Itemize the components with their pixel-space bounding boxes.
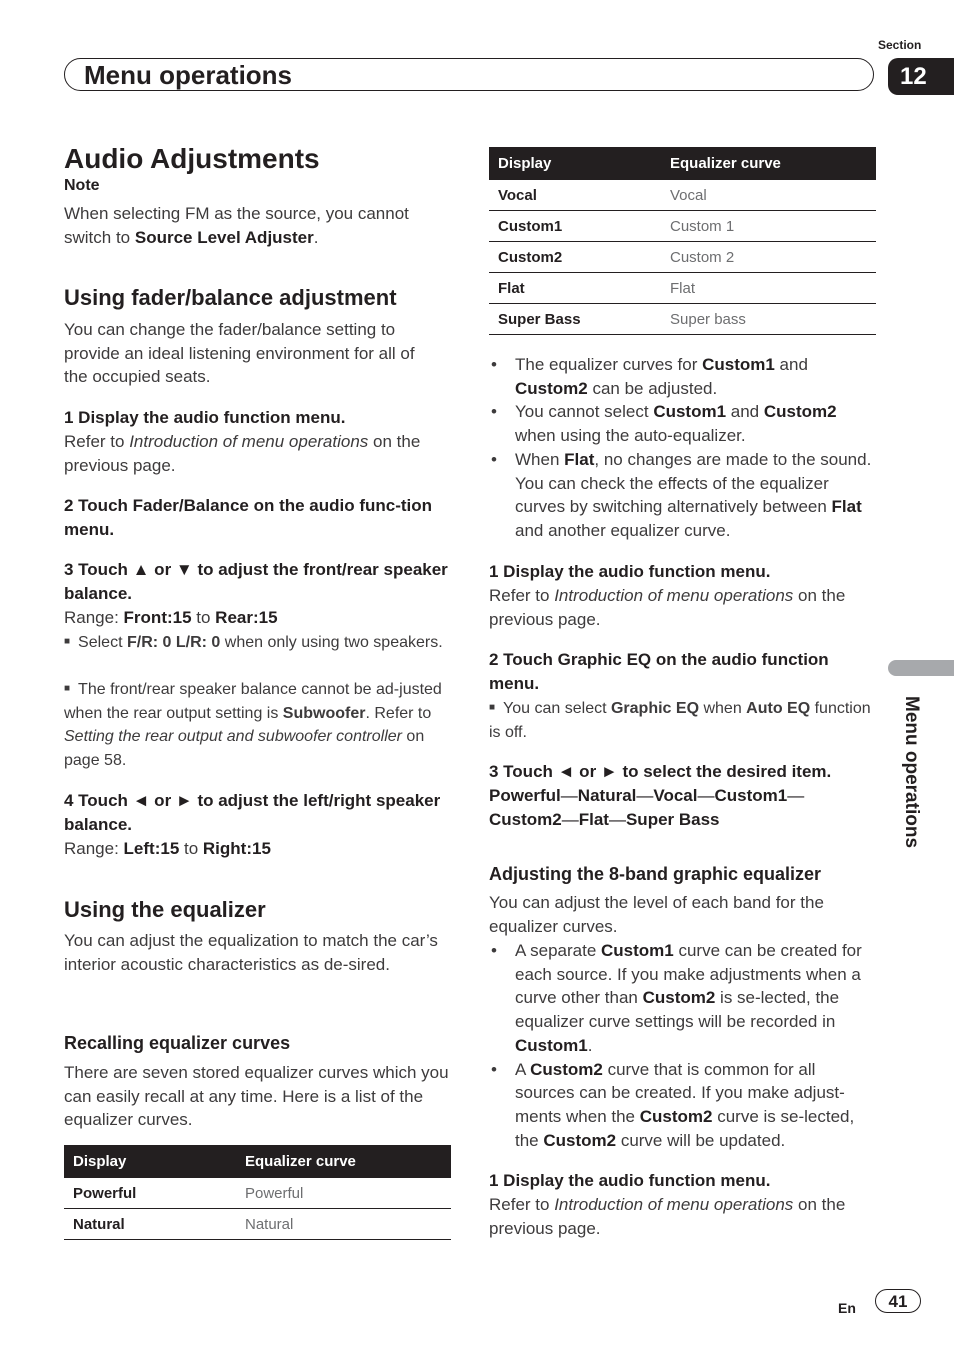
list-item: • You cannot select Custom1 and Custom2 when using the auto-equalizer. [489, 400, 874, 447]
note-text: When selecting FM as the source, you cannot switch to Source Level Adjuster. [64, 204, 409, 247]
section-number-badge: 12 [888, 58, 954, 95]
table-row [489, 242, 876, 273]
band-eq-step-1: 1 Display the audio function menu. [489, 1171, 771, 1190]
fader-note-two-speakers: ■ Select F/R: 0 L/R: 0 when only using two speakers. [64, 634, 443, 651]
table-row [489, 304, 876, 335]
side-section-label: Menu operations [901, 696, 922, 849]
equalizer-bullets [489, 353, 874, 543]
fader-step-2: 2 Touch Fader/Balance on the audio func-tion menu. [64, 496, 433, 539]
band-eq-heading: Adjusting the 8-band graphic equalizer [489, 864, 822, 884]
fader-intro: You can change the fader/balance setting to provide an ideal listening environment for all of the occupied seats. [64, 320, 415, 387]
equalizer-table-right [489, 147, 876, 335]
square-bullet-icon: ■ [489, 702, 496, 713]
table-cell-display: Flat [489, 273, 661, 304]
table-cell-curve: Custom 2 [661, 242, 876, 273]
recall-text: There are seven stored equalizer curves which you can easily recall at any time. Here is a list of the equalizer curves. [64, 1063, 449, 1130]
fader-step-1: 1 Display the audio function menu. [64, 408, 346, 427]
square-bullet-icon: ■ [64, 636, 71, 647]
table-row [64, 1178, 451, 1209]
table-cell-display: Custom1 [489, 211, 661, 242]
table-cell-curve: Super bass [661, 304, 876, 335]
equalizer-heading: Using the equalizer [64, 897, 266, 922]
table-header-row [489, 147, 876, 180]
recall-heading: Recalling equalizer curves [64, 1033, 291, 1053]
section-label: Section [878, 38, 922, 52]
band-eq-step-1-text: Refer to Introduction of menu operations on the previous page. [489, 1195, 846, 1238]
eq-curve-sequence: Powerful—Natural—Vocal—Custom1— Custom2—Flat—Super Bass [489, 786, 805, 829]
table-cell-curve: Custom 1 [661, 211, 876, 242]
table-row [64, 1209, 451, 1240]
table-cell-display: Powerful [64, 1178, 236, 1209]
fader-note-subwoofer: ■ The front/rear speaker balance cannot be ad-justed when the rear output setting is Subwoofer. Refer to Setting the rear output and subwoofer controller on page 58. [64, 681, 442, 769]
fader-step-1-text: Refer to Introduction of menu operations on the previous page. [64, 432, 421, 475]
fader-step-3: 3 Touch ▲ or ▼ to adjust the front/rear speaker balance. [64, 560, 448, 603]
page-title: Audio Adjustments [64, 143, 320, 174]
table-header-curve: Equalizer curve [661, 147, 876, 180]
note-label: Note [64, 177, 100, 194]
table-header-row [64, 1145, 451, 1178]
equalizer-table-left [64, 1145, 451, 1240]
side-tab-marker [888, 660, 954, 676]
band-eq-intro: You can adjust the level of each band for the equalizer curves. [489, 893, 824, 936]
list-item: • When Flat, no changes are made to the sound. You can check the effects of the equalizer curves by switching alternatively between Flat and another equalizer curve. [489, 448, 874, 543]
square-bullet-icon: ■ [64, 683, 71, 694]
table-row [489, 180, 876, 211]
table-header-display: Display [489, 147, 661, 180]
fader-range-left-right: Range: Left:15 to Right:15 [64, 839, 271, 858]
table-header-curve: Equalizer curve [236, 1145, 451, 1178]
table-cell-curve: Vocal [661, 180, 876, 211]
page-number: 41 [875, 1289, 921, 1313]
table-cell-curve: Natural [236, 1209, 451, 1240]
eq-step-2-note: ■ You can select Graphic EQ when Auto EQ function is off. [489, 700, 871, 741]
list-item: • A separate Custom1 curve can be created for each source. If you make adjustments when a curve other than Custom2 is se-lected, the equalizer curve settings will be recorded in Custom1. [489, 939, 877, 1058]
page-header-title: Menu operations [84, 60, 293, 90]
table-header-display: Display [64, 1145, 236, 1178]
table-cell-curve: Powerful [236, 1178, 451, 1209]
fader-step-4: 4 Touch ◄ or ► to adjust the left/right speaker balance. [64, 791, 441, 834]
table-row [489, 273, 876, 304]
table-cell-display: Custom2 [489, 242, 661, 273]
table-cell-display: Natural [64, 1209, 236, 1240]
table-cell-display: Super Bass [489, 304, 661, 335]
fader-range-front-rear: Range: Front:15 to Rear:15 [64, 608, 278, 627]
band-eq-bullets [489, 939, 877, 1152]
table-cell-curve: Flat [661, 273, 876, 304]
equalizer-intro: You can adjust the equalization to match the car’s interior acoustic characteristics as de-sired. [64, 931, 438, 974]
eq-step-1-text: Refer to Introduction of menu operations on the previous page. [489, 586, 846, 629]
eq-step-1: 1 Display the audio function menu. [489, 562, 771, 581]
fader-heading: Using fader/balance adjustment [64, 285, 397, 310]
language-label: En [838, 1300, 856, 1316]
eq-step-2: 2 Touch Graphic EQ on the audio function menu. [489, 650, 829, 693]
table-cell-display: Vocal [489, 180, 661, 211]
eq-step-3: 3 Touch ◄ or ► to select the desired item. [489, 762, 832, 781]
list-item: • A Custom2 curve that is common for all sources can be created. If you make adjust-ments when the Custom2 curve is se-lected, the Custom2 curve will be updated. [489, 1058, 877, 1153]
table-row [489, 211, 876, 242]
list-item: • The equalizer curves for Custom1 and Custom2 can be adjusted. [489, 353, 874, 400]
